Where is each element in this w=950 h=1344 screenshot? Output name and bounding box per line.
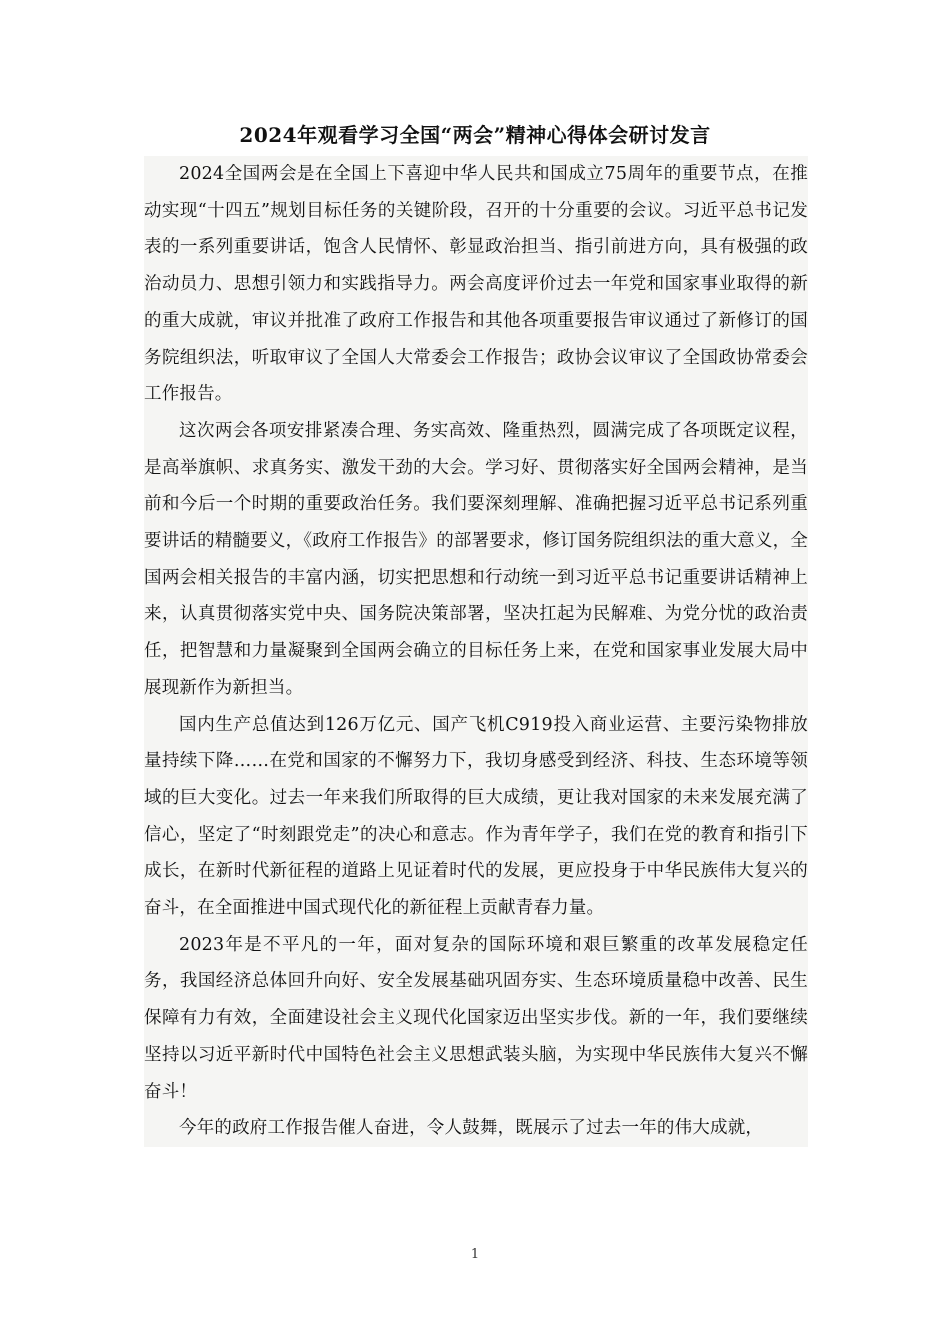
paragraph-3: 国内生产总值达到126万亿元、国产飞机C919投入商业运营、主要污染物排放量持续下降……在党和国家的不懈努力下，我切身感受到经济、科技、生态环境等领域的巨大变化。过去一年来我们所取得的巨大成绩，更让我对国家的未来发展充满了信心，坚定了“时刻跟党走”的决心和意志。作为青年学子，我们在党的教育和指引下成长，在新时代新征程的道路上见证着时代的发展，更应投身于中华民族伟大复兴的奋斗，在全面推进中国式现代化的新征程上贡献青春力量。: [144, 714, 808, 919]
paragraph-2: 这次两会各项安排紧凑合理、务实高效、隆重热烈，圆满完成了各项既定议程，是高举旗帜、求真务实、激发干劲的大会。学习好、贯彻落实好全国两会精神，是当前和今后一个时期的重要政治任务。我们要深刻理解、准确把握习近平总书记系列重要讲话的精髓要义，《政府工作报告》的部署要求，修订国务院组织法的重大意义，全国两会相关报告的丰富内涵，切实把思想和行动统一到习近平总书记重要讲话精神上来，认真贯彻落实党中央、国务院决策部署，坚决扛起为民解难、为党分忧的政治责任，把智慧和力量凝聚到全国两会确立的目标任务上来，在党和国家事业发展大局中展现新作为新担当。: [144, 420, 808, 698]
paragraph-1: 2024全国两会是在全国上下喜迎中华人民共和国成立75周年的重要节点，在推动实现“十四五”规划目标任务的关键阶段，召开的十分重要的会议。习近平总书记发表的一系列重要讲话，饱含人民情怀、彰显政治担当、指引前进方向，具有极强的政治动员力、思想引领力和实践指导力。两会高度评价过去一年党和国家事业取得的新的重大成就，审议并批准了政府工作报告和其他各项重要报告审议通过了新修订的国务院组织法，听取审议了全国人大常委会工作报告；政协会议审议了全国政协常委会工作报告。: [144, 164, 808, 405]
page-number: 1: [470, 1247, 480, 1262]
document-body: [144, 156, 808, 1147]
paragraph-4: 2023年是不平凡的一年，面对复杂的国际环境和艰巨繁重的改革发展稳定任务，我国经济总体回升向好、安全发展基础巩固夯实、生态环境质量稳中改善、民生保障有力有效，全面建设社会主义现代化国家迈出坚实步伐。新的一年，我们要继续坚持以习近平新时代中国特色社会主义思想武装头脑，为实现中华民族伟大复兴不懈奋斗！: [144, 934, 808, 1102]
document-title: 2024年观看学习全国“两会”精神心得体会研讨发言: [239, 123, 711, 147]
paragraph-5: 今年的政府工作报告催人奋进，令人鼓舞，既展示了过去一年的伟大成就，: [179, 1118, 764, 1139]
